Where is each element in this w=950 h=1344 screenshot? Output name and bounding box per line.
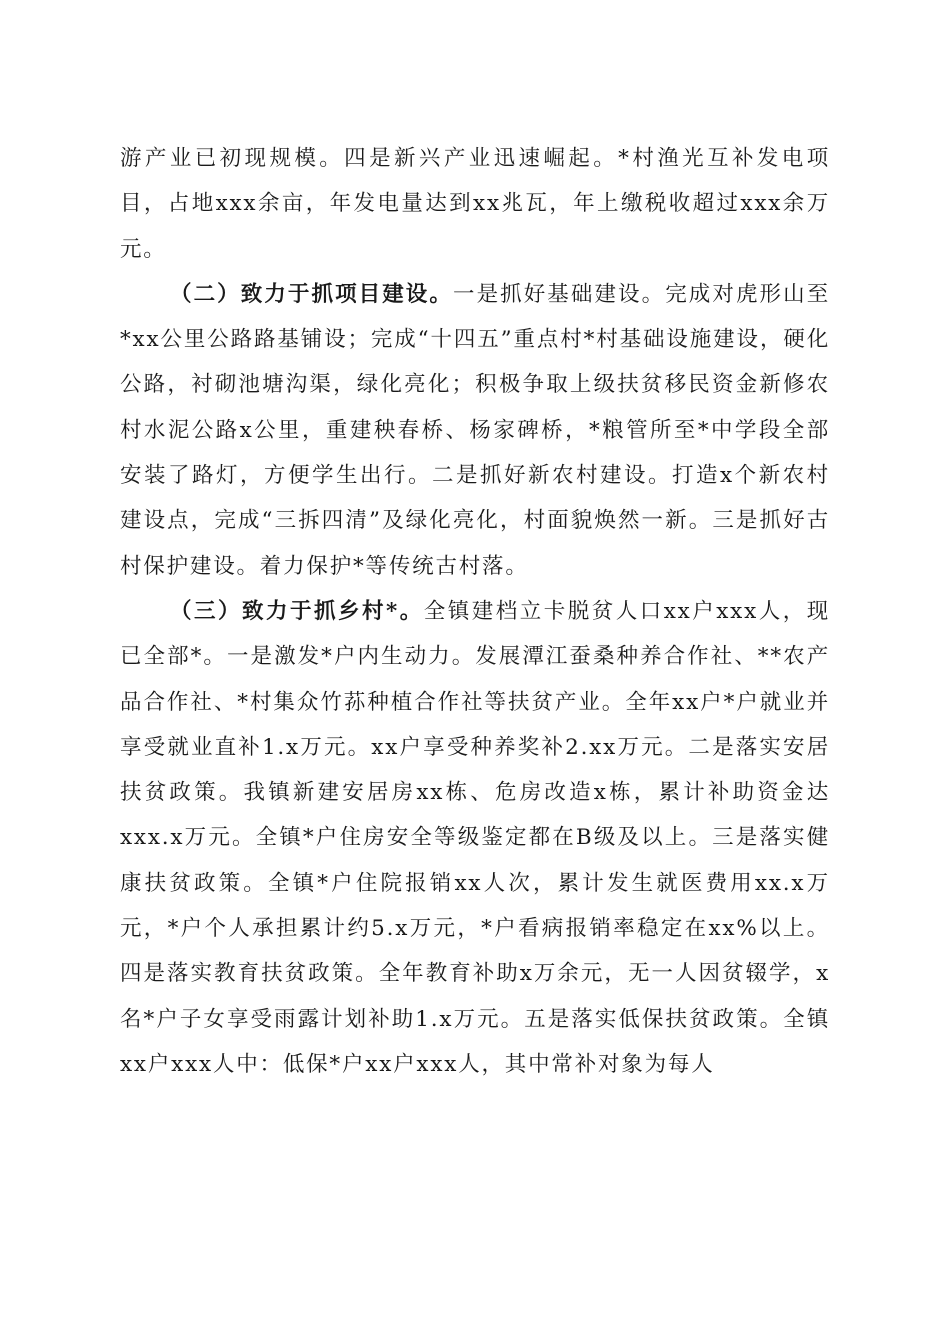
document-page [120,136,830,1087]
section-heading: （二）致力于抓项目建设。 [170,281,453,307]
paragraph-body: 全镇建档立卡脱贫人口xx户xxx人，现已全部*。一是激发*户内生动力。发展潭江蚕桑种养合作社、**农产品合作社、*村集众竹荪种植合作社等扶贫产业。全年xx户*户就业并享受就业直补1.x万元。xx户享受种养奖补2.xx万元。二是落实安居扶贫政策。我镇新建安居房xx栋、危房改造x栋，累计补助资金达xxx.x万元。全镇*户住房安全等级鉴定都在B级及以上。三是落实健康扶贫政策。全镇*户住院报销xx人次，累计发生就医费用xx.x万元，*户个人承担累计约5.x万元，*户看病报销率稳定在xx%以上。四是落实教育扶贫政策。全年教育补助x万余元，无一人因贫辍学，x名*户子女享受雨露计划补助1.x万元。五是落实低保扶贫政策。全镇xx户xxx人中：低保*户xx户xxx人，其中常补对象为每人 [120,598,831,1077]
section-heading: （三）致力于抓乡村*。 [170,598,424,624]
paragraph-body: 游产业已初现规模。四是新兴产业迅速崛起。*村渔光互补发电项目，占地xxx余亩，年发电量达到xx兆瓦，年上缴税收超过xxx余万元。 [120,146,830,262]
paragraph-rural [120,589,830,1087]
paragraph-tourism-continued [120,136,830,272]
paragraph-body: 一是抓好基础建设。完成对虎形山至*xx公里公路路基铺设；完成“十四五”重点村*村基础设施建设，硬化公路，衬砌池塘沟渠，绿化亮化；积极争取上级扶贫移民资金新修农村水泥公路x公里，重建秧春桥、杨家碑桥，*粮管所至*中学段全部安装了路灯，方便学生出行。二是抓好新农村建设。打造x个新农村建设点，完成“三拆四清”及绿化亮化，村面貌焕然一新。三是抓好古村保护建设。着力保护*等传统古村落。 [120,281,830,579]
paragraph-project-construction [120,272,830,589]
